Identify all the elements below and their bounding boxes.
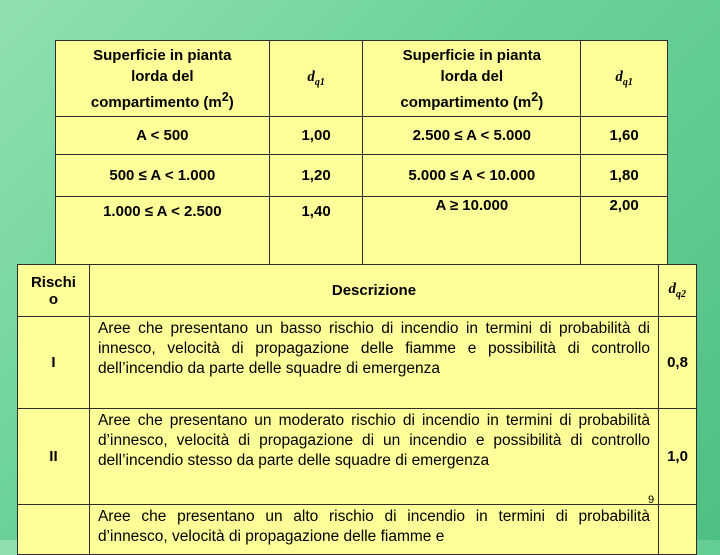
table-row [18, 409, 697, 505]
area-header-line1: Superficie in pianta [402, 46, 541, 64]
risk-header-cell [18, 265, 90, 317]
coefficient-cell: 1,40 [269, 197, 363, 267]
area-range-cell: A ≥ 10.000 [363, 197, 581, 267]
coefficient-cell: 0,8 [659, 317, 697, 409]
risk-header-line1: Rischi [30, 273, 76, 291]
risk-class-cell: I [18, 317, 90, 409]
table-row [18, 505, 697, 555]
area-header-line2: lorda del [131, 67, 194, 85]
area-coefficient-table [55, 40, 668, 267]
coefficient-cell: 1,00 [269, 117, 363, 155]
page-number: 9 [648, 494, 655, 506]
coefficient-cell: 2,00 [581, 197, 668, 267]
risk-class-cell: II [18, 409, 90, 505]
table-row [18, 317, 697, 409]
risk-class-cell [18, 505, 90, 555]
description-header-cell: Descrizione [89, 265, 658, 317]
coefficient-cell: 1,0 [659, 409, 697, 505]
area-header-line1: Superficie in pianta [93, 46, 232, 64]
dq1-header-cell-2: $d_{q1}$ [581, 41, 668, 117]
coefficient-cell [659, 505, 697, 555]
area-header-cell [56, 41, 270, 117]
area-range-cell: 5.000 ≤ A < 10.000 [363, 155, 581, 197]
area-header-cell-2 [363, 41, 581, 117]
risk-description-text: Aree che presentano un alto rischio di incendio in termini di probabilità d’innesco, velocità di propagazione delle fiamme e [97, 508, 650, 545]
dq2-header-cell: $d_{q2}$ [659, 265, 697, 317]
risk-description-cell [89, 505, 658, 555]
risk-description-cell: Aree che presentano un moderato rischio di incendio in termini di probabilità d’innesco, velocità di propagazione di un incendio e possibilità di controllo dell’incendio stesso da parte delle squadre di emergenza [89, 409, 658, 505]
coefficient-cell: 1,20 [269, 155, 363, 197]
area-range-cell: 1.000 ≤ A < 2.500 [56, 197, 270, 267]
coefficient-cell: 1,60 [581, 117, 668, 155]
table-row [56, 117, 668, 155]
coefficient-cell: 1,80 [581, 155, 668, 197]
area-header-line2: lorda del [440, 67, 504, 85]
area-header-line3: compartimento $(m^2)$ [90, 89, 234, 111]
table-row [56, 197, 668, 267]
area-table-header-row [56, 41, 668, 117]
dq1-header-cell: $d_{q1}$ [269, 41, 363, 117]
area-range-cell: 500 ≤ A < 1.000 [56, 155, 270, 197]
table-row [56, 155, 668, 197]
area-range-cell: 2.500 ≤ A < 5.000 [363, 117, 581, 155]
risk-coefficient-table [17, 264, 697, 555]
risk-table-header-row [18, 265, 697, 317]
area-header-line3: compartimento $(m^2)$ [400, 89, 544, 111]
risk-header-line2: o [48, 290, 59, 308]
risk-description-cell: Aree che presentano un basso rischio di incendio in termini di probabilità di innesco, velocità di propagazione delle fiamme e possibilità di controllo dell’incendio da parte delle squadre di emergenza [89, 317, 658, 409]
area-range-cell: A < 500 [56, 117, 270, 155]
